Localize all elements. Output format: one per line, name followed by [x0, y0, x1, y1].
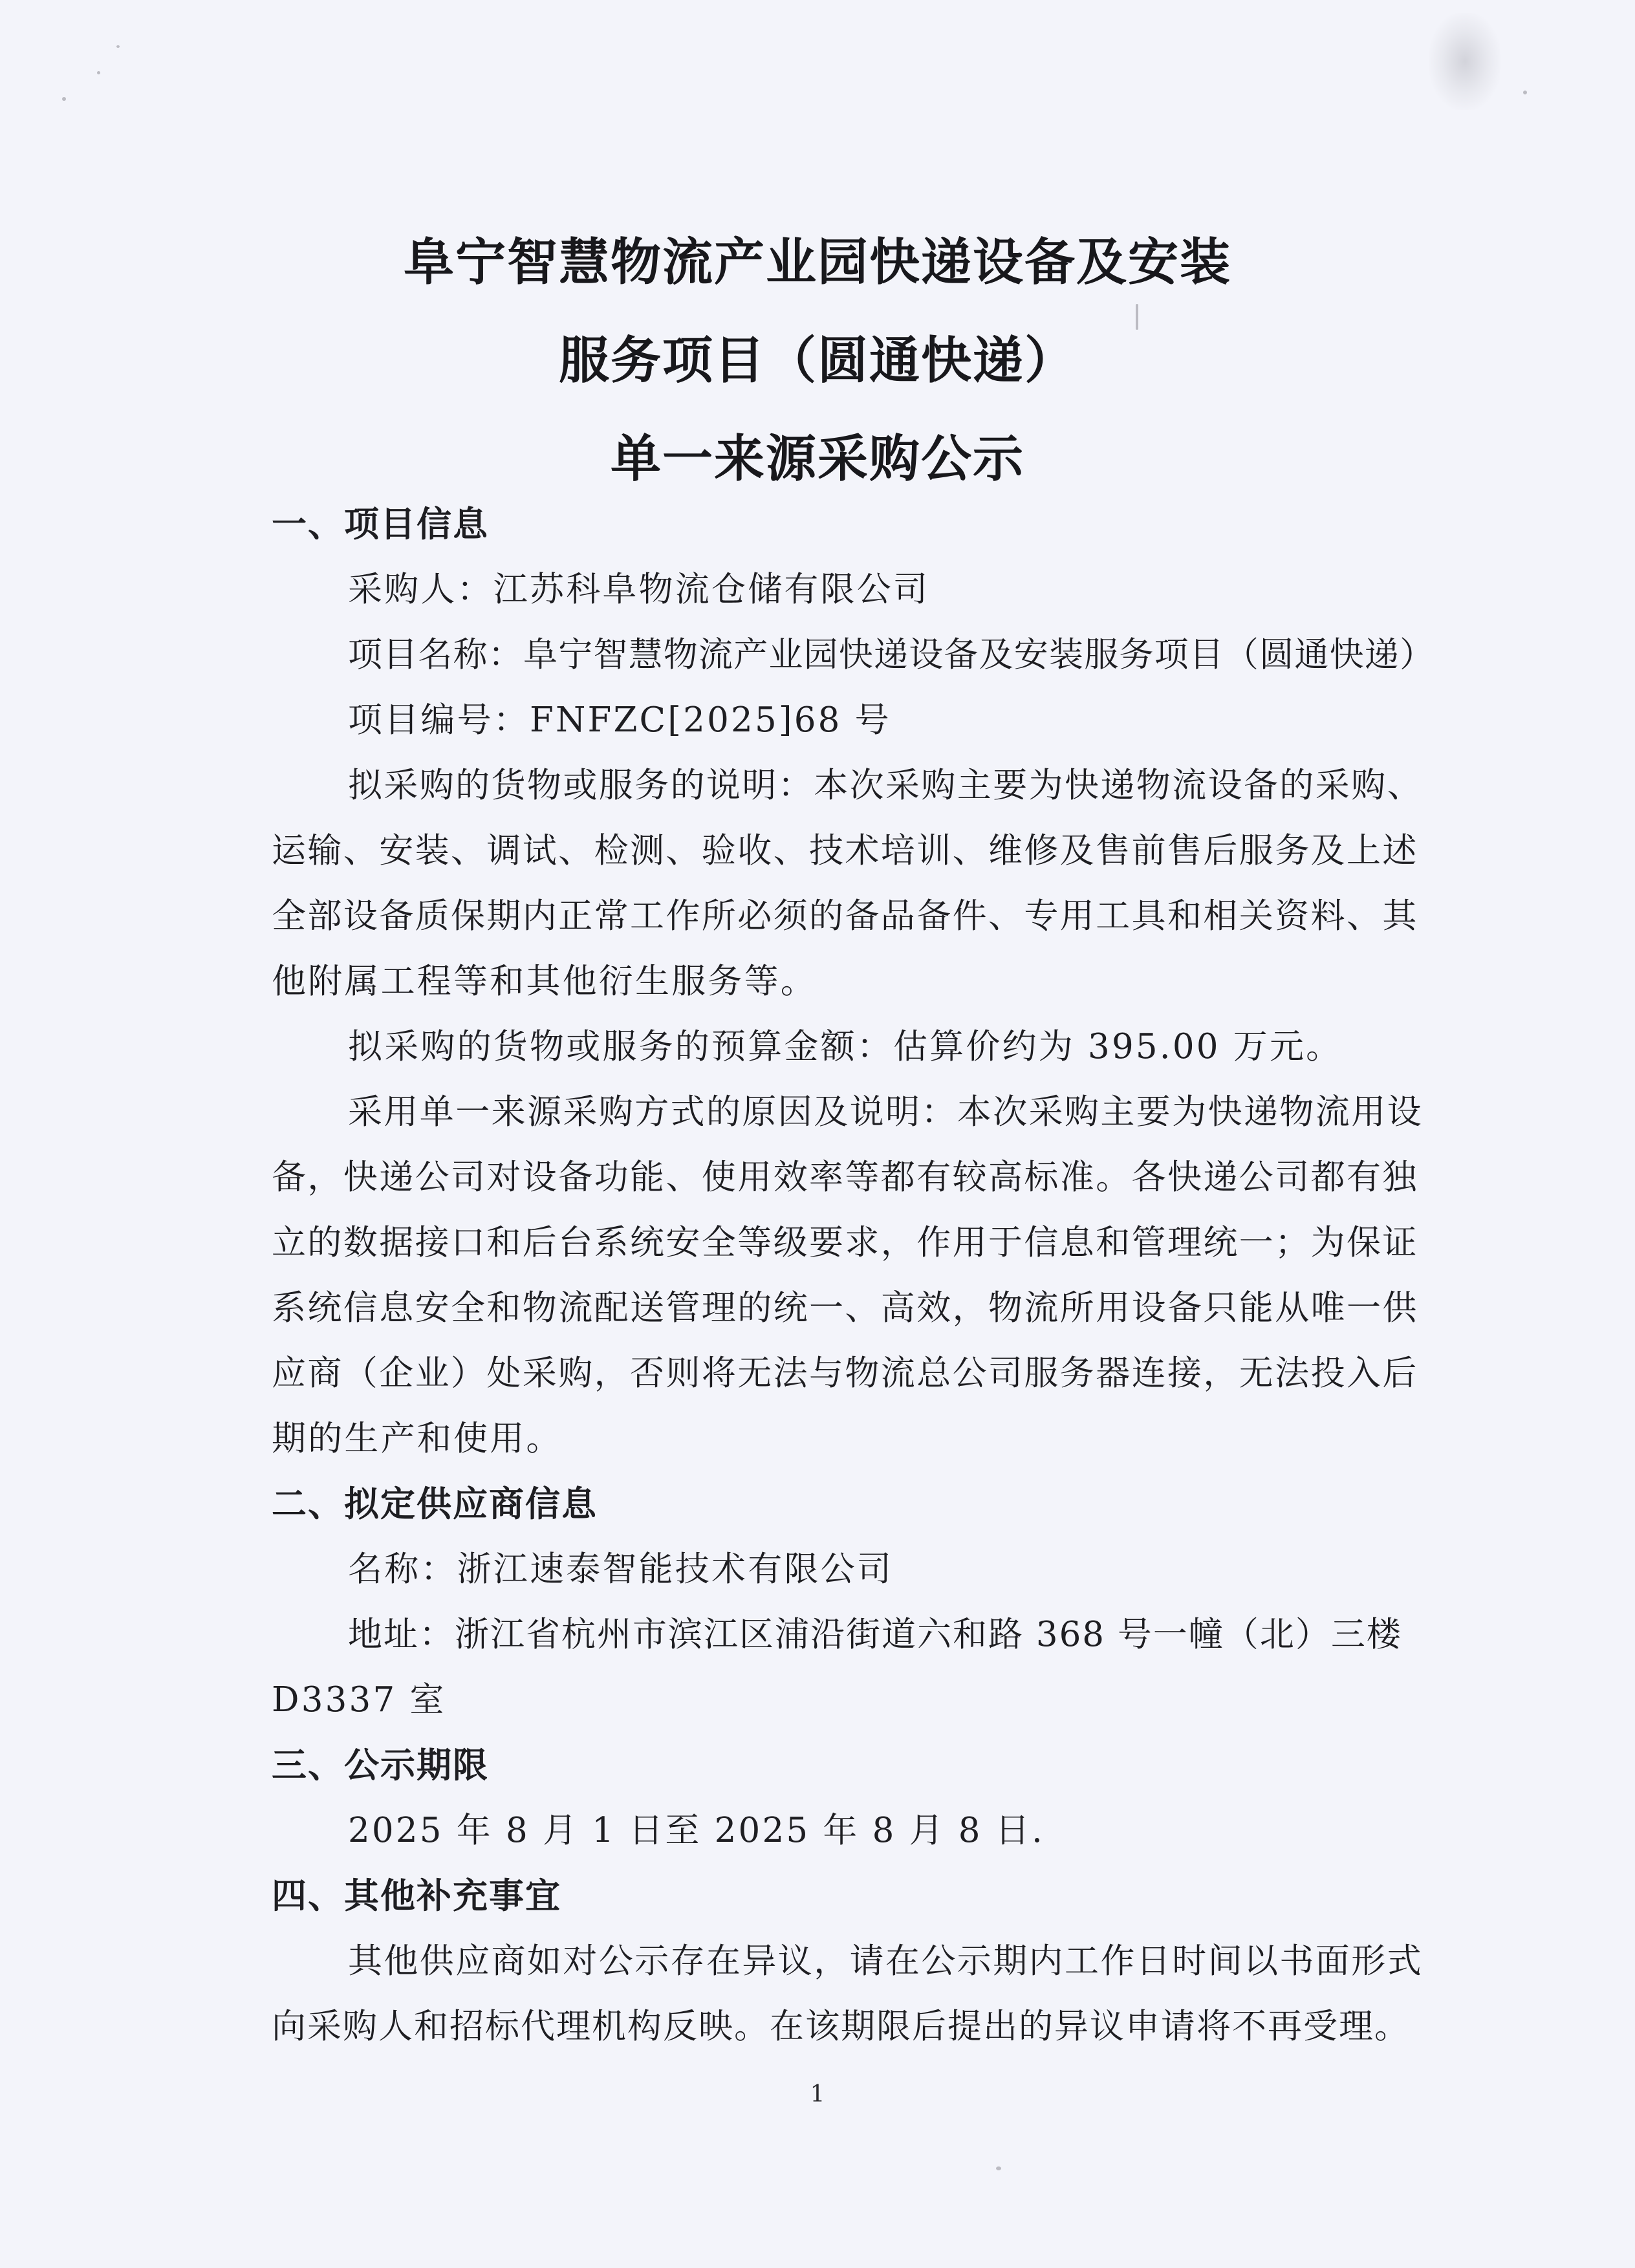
- budget-line: 拟采购的货物或服务的预算金额：估算价约为 395.00 万元。: [348, 1027, 1343, 1066]
- document-body: [272, 491, 1455, 2059]
- reason-line-2: 备，快递公司对设备功能、使用效率等都有较高标准。各快递公司都有独: [272, 1158, 1418, 1197]
- description-line-1: 拟采购的货物或服务的说明：本次采购主要为快递物流设备的采购、: [348, 766, 1423, 805]
- scan-speck: [1523, 91, 1527, 94]
- description-line-3: 全部设备质保期内正常工作所必须的备品备件、专用工具和相关资料、其: [272, 896, 1418, 936]
- supplier-address-line-1: 地址：浙江省杭州市滨江区浦沿街道六和路 368 号一幢（北）三楼: [348, 1615, 1402, 1654]
- section-heading-other-matters: 四、其他补充事宜: [272, 1875, 561, 1916]
- scan-speck: [116, 45, 120, 48]
- reason-line-4: 系统信息安全和物流配送管理的统一、高效，物流所用设备只能从唯一供: [272, 1288, 1418, 1328]
- reason-line-6: 期的生产和使用。: [272, 1419, 563, 1458]
- reason-line-1: 采用单一来源采购方式的原因及说明：本次采购主要为快递物流用设: [348, 1092, 1423, 1132]
- objection-note-line-2: 向采购人和招标代理机构反映。在该期限后提出的异议申请将不再受理。: [272, 2007, 1410, 2046]
- title-line-2: 服务项目（圆通快递）: [558, 332, 1076, 390]
- reason-line-3: 立的数据接口和后台系统安全等级要求，作用于信息和管理统一；为保证: [272, 1223, 1418, 1262]
- scan-speck: [62, 97, 66, 101]
- section-heading-project-info: 一、项目信息: [272, 504, 489, 545]
- reason-line-5: 应商（企业）处采购，否则将无法与物流总公司服务器连接，无法投入后: [272, 1354, 1418, 1393]
- scan-speck: [97, 71, 100, 74]
- section-heading-notice-period: 三、公示期限: [272, 1745, 489, 1786]
- supplier-address-line-2: D3337 室: [272, 1680, 446, 1720]
- title-line-3: 单一来源采购公示: [610, 430, 1024, 488]
- section-heading-supplier-info: 二、拟定供应商信息: [272, 1484, 598, 1524]
- description-line-2: 运输、安装、调试、检测、验收、技术培训、维修及售前售后服务及上述: [272, 831, 1418, 870]
- project-number-line: 项目编号：FNFZC[2025]68 号: [348, 700, 891, 740]
- notice-period-line: 2025 年 8 月 1 日至 2025 年 8 月 8 日.: [348, 1811, 1045, 1850]
- description-line-4: 他附属工程等和其他衍生服务等。: [272, 962, 817, 1001]
- supplier-name-line: 名称：浙江速泰智能技术有限公司: [348, 1550, 893, 1589]
- page-number: 1: [810, 2081, 825, 2108]
- project-name-line: 项目名称：阜宁智慧物流产业园快递设备及安装服务项目（圆通快递）: [348, 635, 1435, 675]
- scan-smudge: [1429, 13, 1500, 110]
- title-line-1: 阜宁智慧物流产业园快递设备及安装: [403, 233, 1231, 292]
- scan-speck: [996, 2166, 1001, 2170]
- purchaser-line: 采购人：江苏科阜物流仓储有限公司: [348, 570, 930, 609]
- document-title: [0, 213, 1635, 508]
- objection-note-line-1: 其他供应商如对公示存在异议，请在公示期内工作日时间以书面形式: [348, 1941, 1423, 1981]
